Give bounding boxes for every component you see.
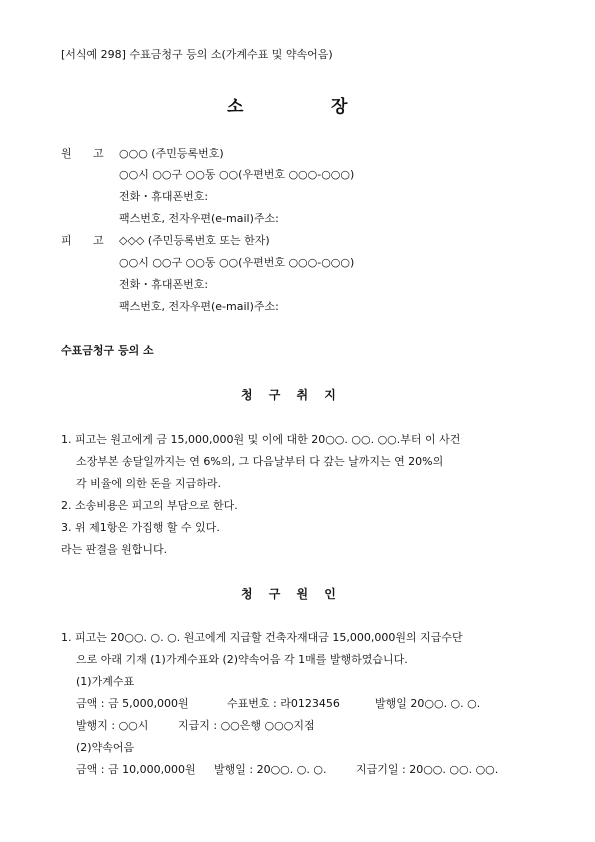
claim-purpose-closing: 라는 판결을 원합니다. xyxy=(61,543,168,556)
note-due-date: 지급기일 : 20○○. ○○. ○○. xyxy=(356,763,499,776)
claim-purpose-item2: 2. 소송비용은 피고의 부담으로 한다. xyxy=(61,499,238,512)
check-amount: 금액 : 금 5,000,000원 xyxy=(76,697,189,710)
note-label: (2)약속어음 xyxy=(76,741,135,754)
note-issue-date: 발행일 : 20○○. ○. ○. xyxy=(214,763,327,776)
check-number: 수표번호 : 라0123456 xyxy=(227,697,340,710)
title-char-so: 소 xyxy=(227,97,244,117)
case-name: 수표금청구 등의 소 xyxy=(61,344,154,357)
form-header: [서식예 298] 수표금청구 등의 소(가계수표 및 약속어음) xyxy=(61,48,333,61)
check-issue-place: 발행지 : ○○시 xyxy=(76,719,149,732)
plaintiff-label-1: 원 xyxy=(61,147,72,160)
defendant-address: ○○시 ○○구 ○○동 ○○(우편번호 ○○○-○○○) xyxy=(119,256,355,269)
plaintiff-phone: 전화・휴대폰번호: xyxy=(119,190,209,203)
check-label: (1)가계수표 xyxy=(76,675,135,688)
defendant-fax-email: 팩스번호, 전자우편(e-mail)주소: xyxy=(119,300,279,313)
claim-purpose-heading: 청 구 취 지 xyxy=(241,388,342,402)
claim-cause-item1-line1: 1. 피고는 20○○. ○. ○. 원고에게 지급할 건축자재대금 15,000,000원의 지급수단 xyxy=(61,631,463,644)
note-amount: 금액 : 금 10,000,000원 xyxy=(76,763,196,776)
plaintiff-fax-email: 팩스번호, 전자우편(e-mail)주소: xyxy=(119,212,279,225)
defendant-label-1: 피 xyxy=(61,234,72,247)
claim-cause-item1-line2: 으로 아래 기재 (1)가계수표와 (2)약속어음 각 1매를 발행하였습니다. xyxy=(76,653,408,666)
claim-purpose-item3: 3. 위 제1항은 가집행 할 수 있다. xyxy=(61,521,220,534)
check-payment-place: 지급지 : ○○은행 ○○○지점 xyxy=(178,719,315,732)
defendant-label-2: 고 xyxy=(93,234,104,247)
claim-cause-heading: 청 구 원 인 xyxy=(241,587,342,601)
defendant-phone: 전화・휴대폰번호: xyxy=(119,278,209,291)
plaintiff-label-2: 고 xyxy=(93,147,104,160)
claim-purpose-item1-line1: 1. 피고는 원고에게 금 15,000,000원 및 이에 대한 20○○. ○○. ○○.부터 이 사건 xyxy=(61,433,461,446)
plaintiff-address: ○○시 ○○구 ○○동 ○○(우편번호 ○○○-○○○) xyxy=(119,168,355,181)
check-issue-date: 발행일 20○○. ○. ○. xyxy=(375,697,481,710)
claim-purpose-item1-line2: 소장부본 송달일까지는 연 6%의, 그 다음날부터 다 갚는 날까지는 연 20%의 xyxy=(76,455,444,468)
defendant-name: ◇◇◇ (주민등록번호 또는 한자) xyxy=(119,234,270,247)
plaintiff-name: ○○○ (주민등록번호) xyxy=(119,147,224,160)
title-char-jang: 장 xyxy=(331,97,348,117)
claim-purpose-item1-line3: 각 비율에 의한 돈을 지급하라. xyxy=(76,477,221,490)
